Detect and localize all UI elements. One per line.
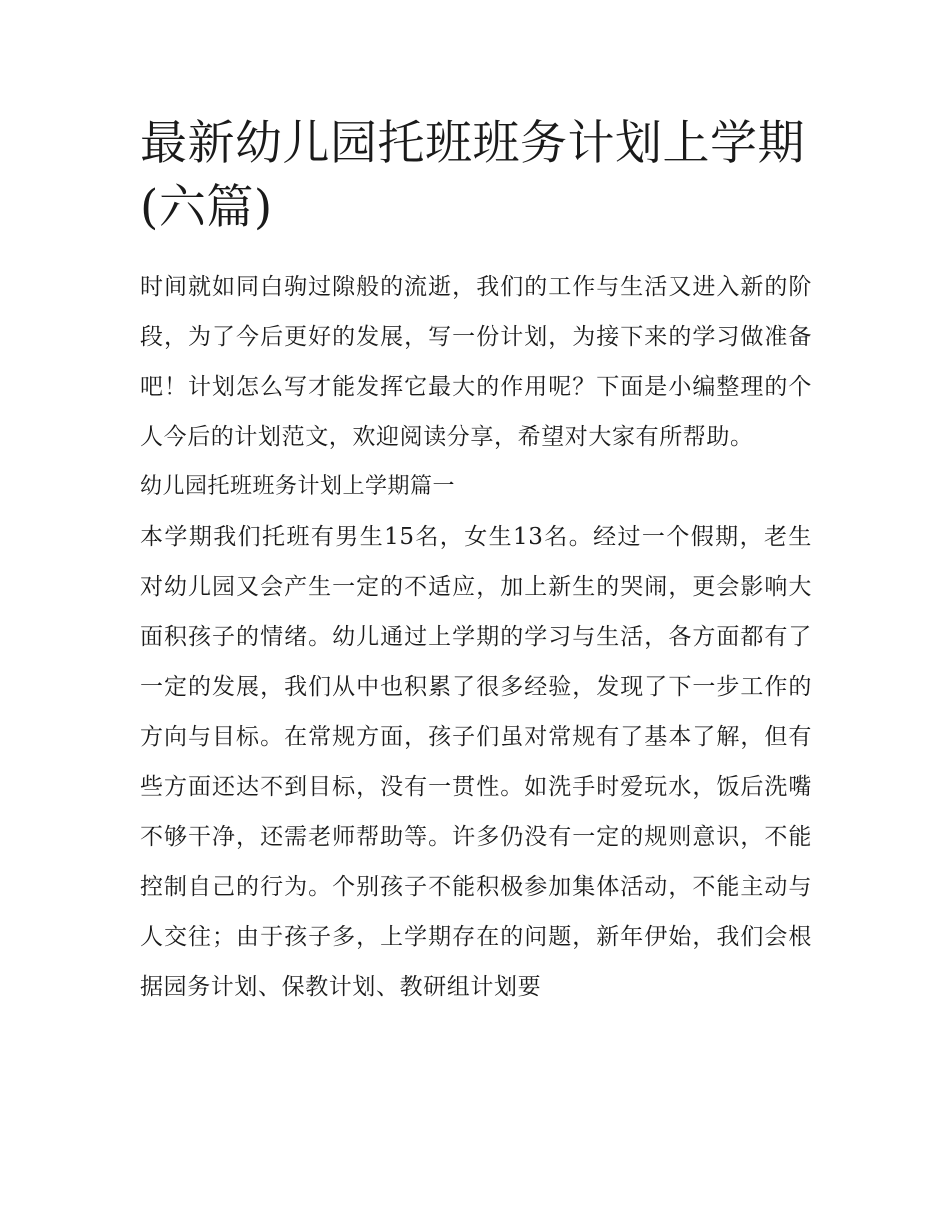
section-paragraph: 本学期我们托班有男生15名，女生13名。经过一个假期，老生对幼儿园又会产生一定的不适应，加上新生的哭闹，更会影响大面积孩子的情绪。幼儿通过上学期的学习与生活，各方面都有了一定的发展，我们从中也积累了很多经验，发现了下一步工作的方向与目标。在常规方面，孩子们虽对常规有了基本了解，但有些方面还达不到目标，没有一贯性。如洗手时爱玩水，饭后洗嘴不够干净，还需老师帮助等。许多仍没有一定的规则意识，不能控制自己的行为。个别孩子不能积极参加集体活动，不能主动与人交往；由于孩子多，上学期存在的问题，新年伊始，我们会根据园务计划、保教计划、教研组计划要 — [140, 524, 812, 1000]
section-heading: 幼儿园托班班务计划上学期篇一 — [140, 474, 456, 499]
document-title: 最新幼儿园托班班务计划上学期(六篇) — [140, 116, 805, 235]
document-content — [140, 112, 812, 1012]
intro-paragraph: 时间就如同白驹过隙般的流逝，我们的工作与生活又进入新的阶段，为了今后更好的发展，写一份计划，为接下来的学习做准备吧！计划怎么写才能发挥它最大的作用呢？下面是小编整理的个人今后的计划范文，欢迎阅读分享，希望对大家有所帮助。 — [140, 274, 812, 450]
